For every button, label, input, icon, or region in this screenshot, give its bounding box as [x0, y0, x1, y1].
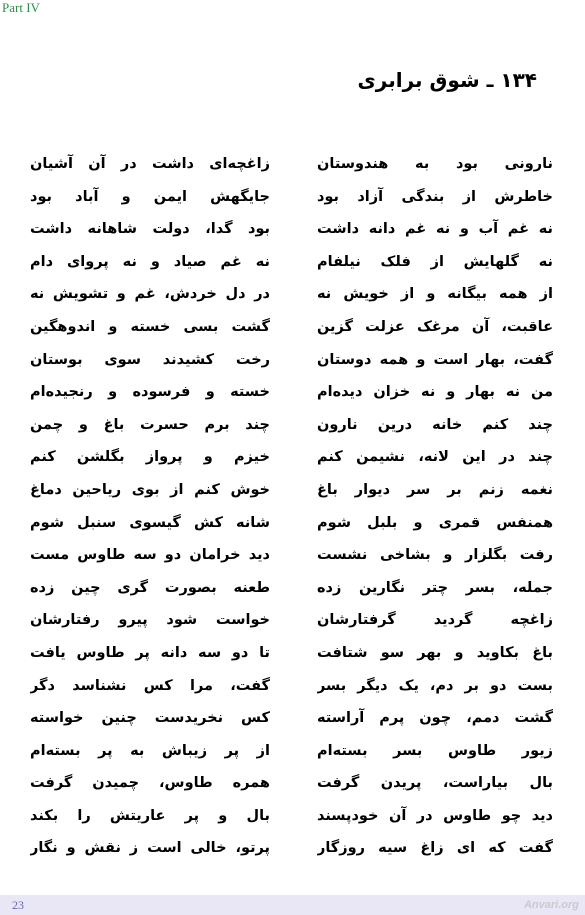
verse-line: خاطرش از بندگی آزاد بود [317, 188, 553, 205]
verse-line: چند کنم خانه درین نارون [317, 416, 553, 433]
verse-line: عاقبت، آن مرغک عزلت گزین [317, 318, 553, 335]
verse-line: نه غم صیاد و نه پروای دام [30, 253, 270, 270]
verse-line: رفت بگلزار و بشاخی نشست [317, 547, 553, 564]
verse-line: همنفس قمری و بلبل شوم [317, 514, 553, 531]
watermark: Anvari.org [523, 899, 579, 911]
verse-line: پرتو، خالی است ز نقش و نگار [30, 840, 270, 857]
verse-line: چند در این لانه، نشیمن کنم [317, 449, 553, 466]
verse-line: چند برم حسرت باغ و چمن [30, 416, 270, 433]
verse-line: در دل خردش، غم و تشویش نه [30, 286, 270, 303]
verse-line: گشت بسی خسته و اندوهگین [30, 318, 270, 335]
verse-line: نارونی بود به هندوستان [317, 156, 553, 172]
verse-line: طعنه بصورت گری چین زده [30, 579, 270, 596]
verse-line: رخت کشیدند سوی بوستان [30, 351, 270, 368]
verse-line: جایگهش ایمن و آباد بود [30, 188, 270, 205]
verse-line: از پر زیباش به پر بسته‌ام [30, 742, 270, 759]
verse-line: باغ بکاوید و بهر سو شتافت [317, 644, 553, 661]
page-number: 23 [12, 898, 24, 912]
poem-left-column [30, 148, 270, 865]
part-label: Part IV [2, 0, 40, 15]
verse-line: تا دو سه دانه پر طاوس یافت [30, 644, 270, 661]
verse-line: دید چو طاوس در آن خودپسند [317, 807, 553, 824]
verse-line: بود گدا، دولت شاهانه داشت [30, 221, 270, 238]
verse-line: گفت، مرا کس نشناسد دگر [30, 677, 270, 694]
footer-bar [0, 895, 585, 915]
verse-line: خسته و فرسوده و رنجیده‌ام [30, 384, 270, 401]
verse-line: نه گلهایش از فلک نیلفام [317, 253, 553, 270]
verse-line: گفت که ای زاغ سیه روزگار [317, 840, 553, 857]
verse-line: جمله، بسر چتر نگارین زده [317, 579, 553, 596]
poem-right-column [317, 148, 553, 865]
poem-title: ۱۳۴ ـ شوق برابری [357, 68, 537, 92]
verse-line: دید خرامان دو سه طاوس مست [30, 547, 270, 564]
verse-line: خواست شود پیرو رفتارشان [30, 612, 270, 629]
verse-line: بال و پر عاریتش را بکند [30, 807, 270, 824]
verse-line: بست دو بر دم، یک دیگر بسر [317, 677, 553, 694]
verse-line: خیزم و پرواز بگلشن کنم [30, 449, 270, 466]
verse-line: زاغچه‌ای داشت در آن آشیان [30, 156, 270, 172]
verse-line: گفت، بهار است و همه دوستان [317, 351, 553, 368]
verse-line: زیور طاوس بسر بسته‌ام [317, 742, 553, 759]
verse-line: من نه بهار و نه خزان دیده‌ام [317, 384, 553, 401]
verse-line: خوش کنم از بوی ریاحین دماغ [30, 481, 270, 498]
verse-line: از همه بیگانه و از خویش نه [317, 286, 553, 303]
verse-line: گشت دمم، چون پرم آراسته [317, 710, 553, 727]
verse-line: نه غم آب و نه غم دانه داشت [317, 221, 553, 238]
verse-line: شانه کش گیسوی سنبل شوم [30, 514, 270, 531]
verse-line: بال بیاراست، پریدن گرفت [317, 775, 553, 792]
verse-line: همره طاوس، چمیدن گرفت [30, 775, 270, 792]
verse-line: کس نخریدست چنین خواسته [30, 710, 270, 727]
verse-line: زاغچه گردید گرفتارشان [317, 612, 553, 629]
verse-line: نغمه زنم بر سر دیوار باغ [317, 481, 553, 498]
